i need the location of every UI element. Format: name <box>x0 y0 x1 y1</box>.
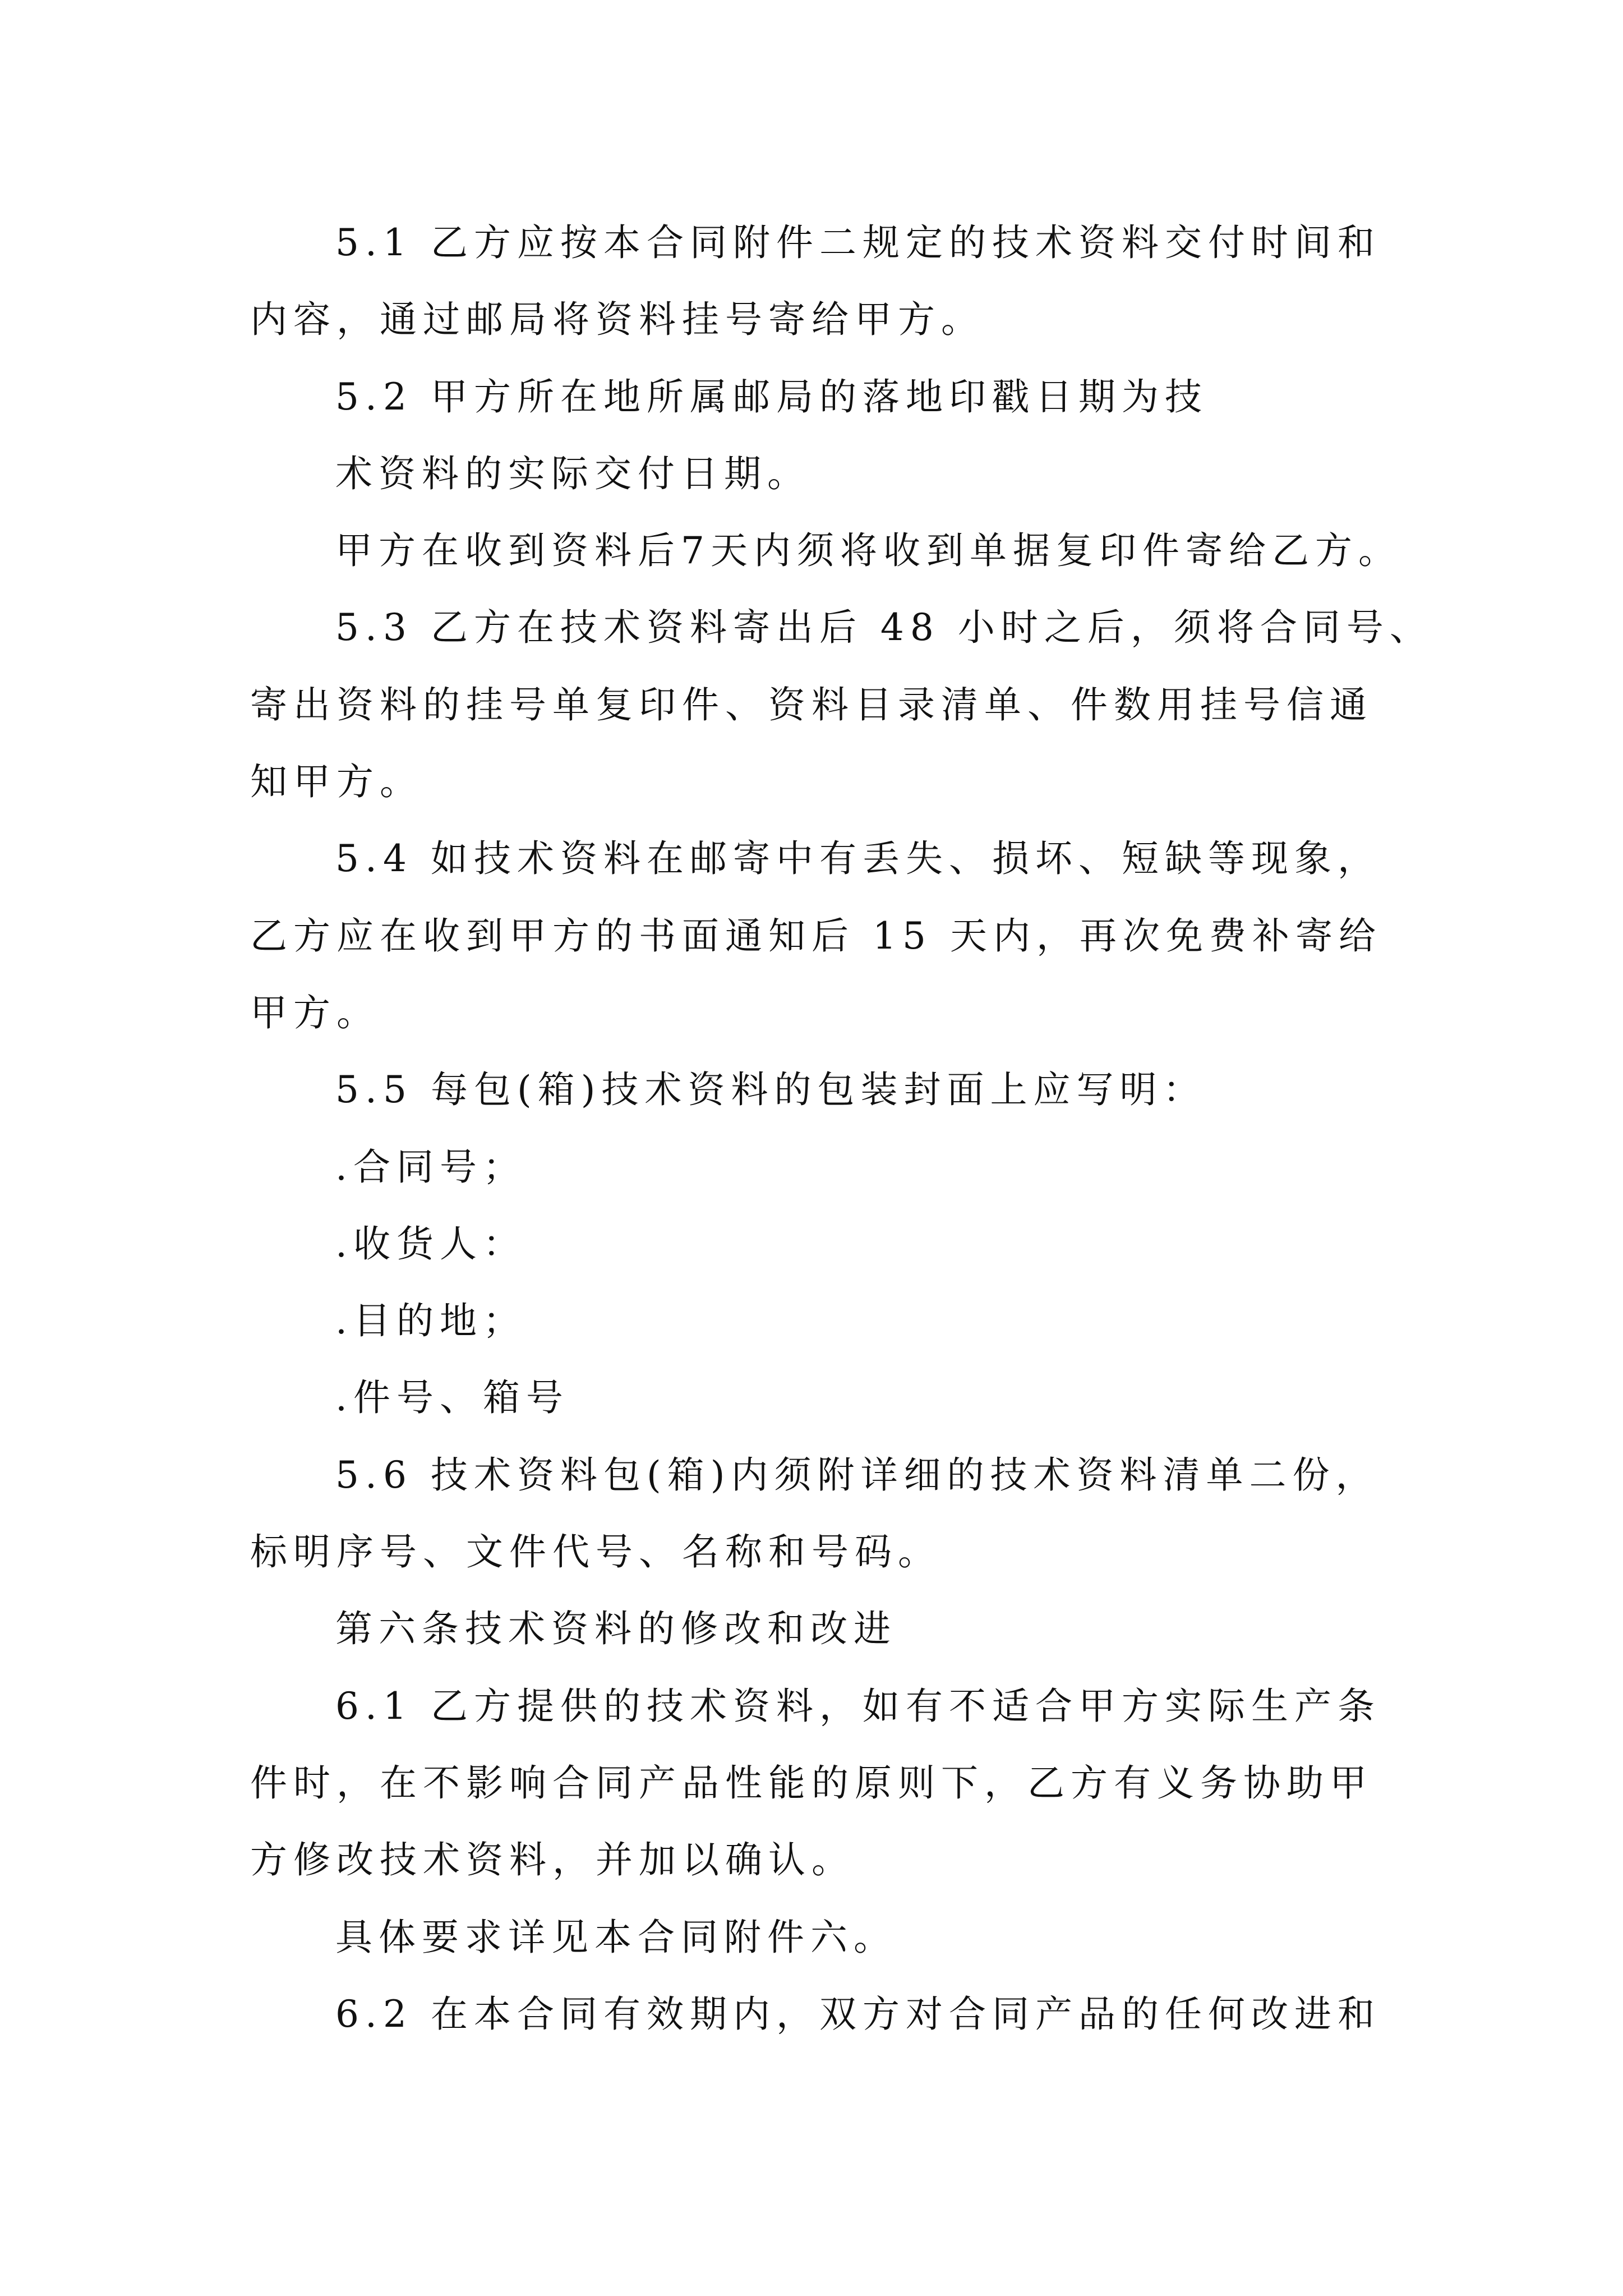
clause-5-2-line-1: 5.2 甲方所在地所属邮局的落地印戳日期为技 <box>335 375 1208 418</box>
clause-5-1-line-2: 内容，通过邮局将资料挂号寄给甲方。 <box>250 298 984 342</box>
clause-6-1-line-3: 方修改技术资料，并加以确认。 <box>250 1838 855 1882</box>
clause-5-4-line-2: 乙方应在收到甲方的书面通知后 15 天内，再次免费补寄给 <box>250 914 1382 958</box>
clause-5-2-line-3: 甲方在收到资料后7天内须将收到单据复印件寄给乙方。 <box>335 529 1401 573</box>
clause-6-2-line-1: 6.2 在本合同有效期内，双方对合同产品的任何改进和 <box>335 1992 1381 2036</box>
clause-5-5-item-consignee: .收货人： <box>335 1222 526 1266</box>
clause-5-6-line-2: 标明序号、文件代号、名称和号码。 <box>250 1530 941 1574</box>
clause-5-1-line-1: 5.1 乙方应按本合同附件二规定的技术资料交付时间和 <box>335 221 1381 264</box>
clause-5-6-line-1: 5.6 技术资料包(箱)内须附详细的技术资料清单二份， <box>335 1453 1379 1497</box>
clause-5-4-line-1: 5.4 如技术资料在邮寄中有丢失、损坏、短缺等现象， <box>335 837 1381 881</box>
clause-5-2-line-2: 术资料的实际交付日期。 <box>335 452 810 495</box>
clause-5-3-line-3: 知甲方。 <box>250 760 423 804</box>
clause-5-5-line-1: 5.5 每包(箱)技术资料的包装封面上应写明： <box>335 1068 1206 1112</box>
clause-5-3-line-1: 5.3 乙方在技术资料寄出后 48 小时之后，须将合同号、 <box>335 606 1433 650</box>
clause-6-1-line-2: 件时，在不影响合同产品性能的原则下，乙方有义务协助甲 <box>250 1761 1373 1805</box>
article-6-heading: 第六条技术资料的修改和改进 <box>335 1607 897 1651</box>
clause-5-5-item-destination: .目的地； <box>335 1299 526 1343</box>
clause-5-5-item-case-no: .件号、箱号 <box>335 1376 569 1420</box>
clause-5-3-line-2: 寄出资料的挂号单复印件、资料目录清单、件数用挂号信通 <box>250 683 1373 726</box>
clause-5-5-item-contract-no: .合同号； <box>335 1145 526 1189</box>
clause-6-1-line-1: 6.1 乙方提供的技术资料，如有不适合甲方实际生产条 <box>335 1684 1381 1728</box>
clause-5-4-line-3: 甲方。 <box>250 991 380 1034</box>
clause-6-1-line-4: 具体要求详见本合同附件六。 <box>335 1915 897 1959</box>
